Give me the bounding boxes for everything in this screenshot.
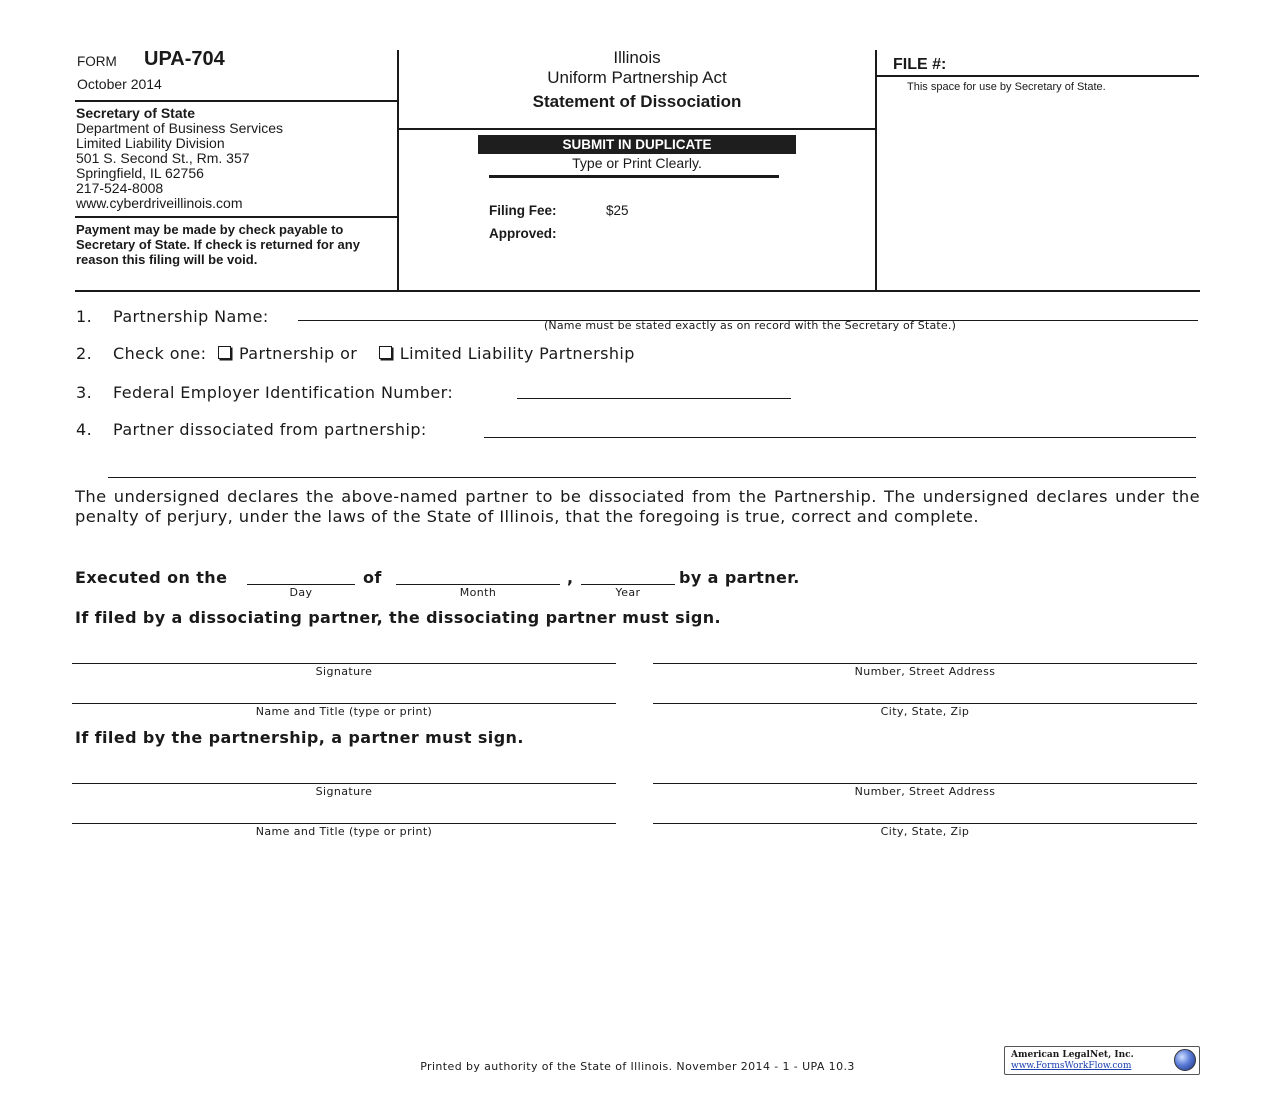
check-one-label: Check one: <box>113 344 207 363</box>
dissociating-city-field[interactable] <box>653 703 1197 704</box>
day-caption: Day <box>289 586 313 599</box>
day-field[interactable] <box>247 584 355 585</box>
partnership-name-caption: (Name must be stated exactly as on record with the Secretary of State.) <box>543 319 957 332</box>
executed-comma: , <box>567 568 574 587</box>
executed-of: of <box>363 568 382 587</box>
dissociating-signature-field[interactable] <box>72 663 616 664</box>
partnership-street-field[interactable] <box>653 783 1197 784</box>
signature-caption: Signature <box>315 665 373 678</box>
year-field[interactable] <box>581 584 675 585</box>
sos-city: Springfield, IL 62756 <box>76 165 204 181</box>
partnership-name-label: Partnership Name: <box>113 307 269 326</box>
executed-prefix: Executed on the <box>75 568 228 587</box>
partnership-name-title-field[interactable] <box>72 823 616 824</box>
year-caption: Year <box>615 586 641 599</box>
sos-street: 501 S. Second St., Rm. 357 <box>76 150 250 166</box>
header-center-rule <box>397 128 875 130</box>
city-caption: City, State, Zip <box>880 825 970 838</box>
declaration-text: The undersigned declares the above-named partner to be dissociated from the Partnership. The undersigned declares under the penalty of perjury, under the laws of the State of Illinois, that the foregoing is true, correct and complete. <box>75 487 1200 526</box>
item-number: 4. <box>76 420 93 439</box>
item-number: 2. <box>76 344 93 363</box>
filing-fee-value: $25 <box>606 203 629 218</box>
month-field[interactable] <box>396 584 560 585</box>
type-print-rule <box>489 175 779 178</box>
form-title: Statement of Dissociation <box>532 92 742 111</box>
item-dissociated-partner <box>76 420 427 439</box>
sos-dept: Department of Business Services <box>76 120 283 136</box>
street-caption: Number, Street Address <box>854 665 996 678</box>
city-caption: City, State, Zip <box>880 705 970 718</box>
dissociating-street-field[interactable] <box>653 663 1197 664</box>
logo-url[interactable]: www.FormsWorkFlow.com <box>1011 1061 1132 1071</box>
sos-website[interactable]: www.cyberdriveillinois.com <box>76 195 243 211</box>
llp-checkbox[interactable] <box>379 346 392 359</box>
header-bottom-rule <box>75 290 1200 292</box>
partnership-checkbox[interactable] <box>218 346 231 359</box>
item-check-one <box>76 344 635 363</box>
name-title-caption: Name and Title (type or print) <box>255 825 433 838</box>
dissociated-partner-field-line2[interactable] <box>108 477 1196 478</box>
partnership-option-label: Partnership or <box>238 344 358 363</box>
file-number-label: FILE #: <box>893 56 947 73</box>
item-fein <box>76 383 453 402</box>
file-note: This space for use by Secretary of State. <box>907 81 1106 93</box>
item-partnership-name <box>76 307 269 326</box>
partnership-signature-field[interactable] <box>72 783 616 784</box>
form-date: October 2014 <box>77 76 162 92</box>
secretary-of-state-address <box>76 106 283 211</box>
submit-in-duplicate-banner: SUBMIT IN DUPLICATE <box>478 135 796 154</box>
footer-text: Printed by authority of the State of Illinois. November 2014 - 1 - UPA 10.3 <box>420 1060 855 1073</box>
type-print-note: Type or Print Clearly. <box>572 155 702 171</box>
dissociated-partner-field[interactable] <box>484 437 1196 438</box>
dissociated-partner-label: Partner dissociated from partnership: <box>113 420 427 439</box>
header-right-rule <box>877 75 1199 77</box>
header-state: Illinois <box>613 48 661 67</box>
approved-label: Approved: <box>489 226 557 241</box>
month-caption: Month <box>459 586 497 599</box>
executed-suffix: by a partner. <box>679 568 800 587</box>
item-number: 1. <box>76 307 93 326</box>
header-left-rule-1 <box>75 100 397 102</box>
filing-fee-label: Filing Fee: <box>489 203 557 218</box>
street-caption: Number, Street Address <box>854 785 996 798</box>
fein-label: Federal Employer Identification Number: <box>113 383 454 402</box>
llp-option-label: Limited Liability Partnership <box>399 344 635 363</box>
sos-phone: 217-524-8008 <box>76 180 164 196</box>
item-number: 3. <box>76 383 93 402</box>
form-number: UPA-704 <box>144 48 225 70</box>
partnership-heading: If filed by the partnership, a partner must sign. <box>75 728 524 747</box>
sos-title: Secretary of State <box>76 105 196 121</box>
dissociating-name-title-field[interactable] <box>72 703 616 704</box>
fein-field[interactable] <box>517 398 791 399</box>
header-left-rule-2 <box>75 216 397 218</box>
partnership-city-field[interactable] <box>653 823 1197 824</box>
signature-caption: Signature <box>315 785 373 798</box>
american-legalnet-logo[interactable] <box>1004 1046 1200 1075</box>
form-label: FORM <box>77 54 117 69</box>
dissociating-partner-heading: If filed by a dissociating partner, the dissociating partner must sign. <box>75 608 721 627</box>
logo-name: American LegalNet, Inc. <box>1011 1050 1134 1060</box>
header-act: Uniform Partnership Act <box>547 68 727 87</box>
name-title-caption: Name and Title (type or print) <box>255 705 433 718</box>
payment-note: Payment may be made by check payable to Secretary of State. If check is returned for any reason this filing will be void. <box>76 222 360 267</box>
sos-division: Limited Liability Division <box>76 135 225 151</box>
globe-icon <box>1174 1049 1196 1071</box>
